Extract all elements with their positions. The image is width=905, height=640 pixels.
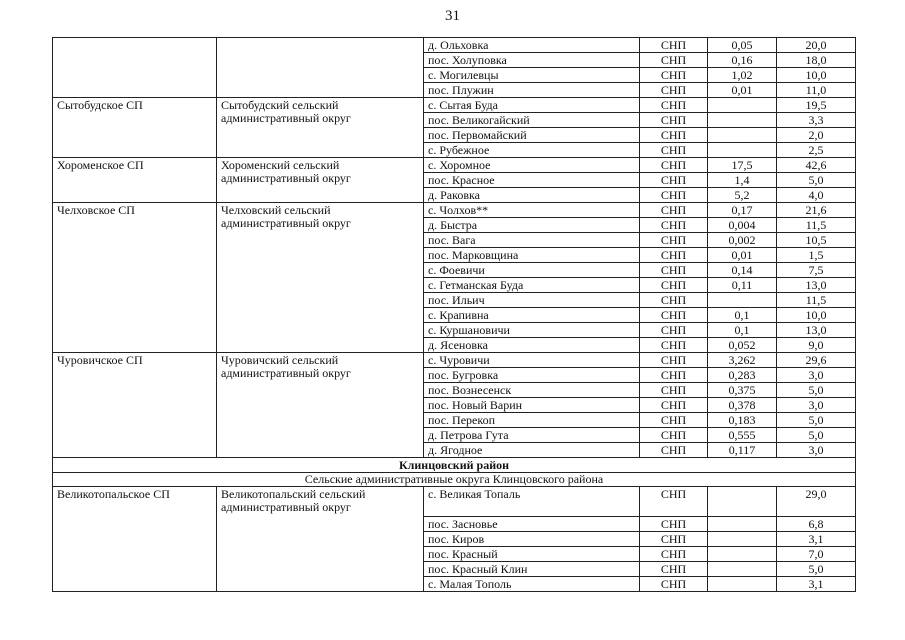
population-value-cell: 13,0: [777, 278, 856, 293]
settlement-type-cell: СНП: [640, 218, 708, 233]
settlement-type-cell: СНП: [640, 233, 708, 248]
settlement-name-cell: д. Ясеновка: [424, 338, 640, 353]
settlement-name-cell: д. Петрова Гута: [424, 428, 640, 443]
population-value-cell: 10,0: [777, 68, 856, 83]
settlement-type-cell: СНП: [640, 487, 708, 517]
area-value-cell: 5,2: [708, 188, 777, 203]
population-value-cell: 1,5: [777, 248, 856, 263]
okrug-name-cell: Челховский сельский административный округ: [217, 203, 424, 353]
settlement-name-cell: пос. Красный: [424, 547, 640, 562]
table-row: [53, 487, 856, 517]
population-value-cell: 3,0: [777, 443, 856, 458]
area-value-cell: 0,183: [708, 413, 777, 428]
area-value-cell: 1,02: [708, 68, 777, 83]
settlements-table: [52, 37, 856, 592]
population-value-cell: 29,6: [777, 353, 856, 368]
settlement-name-cell: пос. Вознесенск: [424, 383, 640, 398]
settlement-name-cell: с. Гетманская Буда: [424, 278, 640, 293]
settlement-type-cell: СНП: [640, 413, 708, 428]
area-value-cell: 0,375: [708, 383, 777, 398]
settlement-type-cell: СНП: [640, 278, 708, 293]
settlement-name-cell: пос. Великогайский: [424, 113, 640, 128]
population-value-cell: 21,6: [777, 203, 856, 218]
settlement-type-cell: СНП: [640, 173, 708, 188]
settlement-name-cell: с. Куршановичи: [424, 323, 640, 338]
sp-name-cell: [53, 38, 217, 98]
settlement-name-cell: д. Быстра: [424, 218, 640, 233]
population-value-cell: 10,0: [777, 308, 856, 323]
population-value-cell: 5,0: [777, 413, 856, 428]
population-value-cell: 2,0: [777, 128, 856, 143]
settlement-name-cell: с. Чолхов**: [424, 203, 640, 218]
area-value-cell: 0,378: [708, 398, 777, 413]
settlement-type-cell: СНП: [640, 158, 708, 173]
population-value-cell: 7,5: [777, 263, 856, 278]
table-row: [53, 353, 856, 368]
settlement-type-cell: СНП: [640, 338, 708, 353]
settlement-name-cell: д. Ольховка: [424, 38, 640, 53]
area-value-cell: 0,052: [708, 338, 777, 353]
population-value-cell: 3,1: [777, 532, 856, 547]
population-value-cell: 5,0: [777, 562, 856, 577]
settlement-type-cell: СНП: [640, 368, 708, 383]
population-value-cell: 5,0: [777, 383, 856, 398]
area-value-cell: [708, 113, 777, 128]
settlement-type-cell: СНП: [640, 383, 708, 398]
area-value-cell: 0,002: [708, 233, 777, 248]
settlement-name-cell: пос. Красное: [424, 173, 640, 188]
settlement-type-cell: СНП: [640, 577, 708, 592]
settlement-type-cell: СНП: [640, 203, 708, 218]
area-value-cell: 0,555: [708, 428, 777, 443]
area-value-cell: 0,11: [708, 278, 777, 293]
settlement-type-cell: СНП: [640, 532, 708, 547]
settlement-type-cell: СНП: [640, 323, 708, 338]
area-value-cell: 0,1: [708, 308, 777, 323]
settlement-type-cell: СНП: [640, 143, 708, 158]
okrug-name-cell: Великотопальский сельский административный округ: [217, 487, 424, 592]
area-value-cell: [708, 143, 777, 158]
settlement-type-cell: СНП: [640, 517, 708, 532]
area-value-cell: [708, 487, 777, 517]
settlement-name-cell: пос. Новый Варин: [424, 398, 640, 413]
settlement-type-cell: СНП: [640, 188, 708, 203]
area-value-cell: 0,17: [708, 203, 777, 218]
settlement-name-cell: с. Могилевцы: [424, 68, 640, 83]
sp-name-cell: Великотопальское СП: [53, 487, 217, 592]
area-value-cell: [708, 517, 777, 532]
sp-name-cell: Чуровичское СП: [53, 353, 217, 458]
area-value-cell: [708, 128, 777, 143]
settlement-type-cell: СНП: [640, 428, 708, 443]
population-value-cell: 42,6: [777, 158, 856, 173]
settlement-type-cell: СНП: [640, 443, 708, 458]
settlement-type-cell: СНП: [640, 128, 708, 143]
population-value-cell: 18,0: [777, 53, 856, 68]
population-value-cell: 3,0: [777, 398, 856, 413]
population-value-cell: 11,5: [777, 293, 856, 308]
settlement-type-cell: СНП: [640, 263, 708, 278]
settlement-name-cell: с. Сытая Буда: [424, 98, 640, 113]
settlement-name-cell: с. Рубежное: [424, 143, 640, 158]
population-value-cell: 5,0: [777, 173, 856, 188]
okrug-name-cell: Сытобудский сельский административный округ: [217, 98, 424, 158]
population-value-cell: 6,8: [777, 517, 856, 532]
settlement-type-cell: СНП: [640, 113, 708, 128]
okrug-name-cell: [217, 38, 424, 98]
area-value-cell: [708, 98, 777, 113]
table-row: [53, 158, 856, 173]
settlement-name-cell: с. Малая Тополь: [424, 577, 640, 592]
settlement-type-cell: СНП: [640, 398, 708, 413]
settlement-name-cell: пос. Ильич: [424, 293, 640, 308]
settlement-type-cell: СНП: [640, 68, 708, 83]
table-row: [53, 38, 856, 53]
settlement-name-cell: с. Крапивна: [424, 308, 640, 323]
settlement-type-cell: СНП: [640, 98, 708, 113]
settlement-name-cell: с. Хоромное: [424, 158, 640, 173]
population-value-cell: 4,0: [777, 188, 856, 203]
population-value-cell: 10,5: [777, 233, 856, 248]
settlement-name-cell: пос. Марковщина: [424, 248, 640, 263]
table-row: [53, 98, 856, 113]
area-value-cell: 0,14: [708, 263, 777, 278]
okrug-name-cell: Чуровичский сельский административный округ: [217, 353, 424, 458]
area-value-cell: 0,004: [708, 218, 777, 233]
table-row: [53, 203, 856, 218]
population-value-cell: 11,0: [777, 83, 856, 98]
settlement-name-cell: пос. Красный Клин: [424, 562, 640, 577]
settlement-name-cell: пос. Бугровка: [424, 368, 640, 383]
population-value-cell: 9,0: [777, 338, 856, 353]
settlement-name-cell: д. Ягодное: [424, 443, 640, 458]
page-number: 31: [445, 8, 460, 24]
district-heading-row: [53, 458, 856, 473]
population-value-cell: 19,5: [777, 98, 856, 113]
settlement-name-cell: пос. Холуповка: [424, 53, 640, 68]
population-value-cell: 13,0: [777, 323, 856, 338]
okrug-subheading: Сельские административные округа Клинцовского района: [53, 473, 856, 487]
area-value-cell: 1,4: [708, 173, 777, 188]
settlement-type-cell: СНП: [640, 38, 708, 53]
area-value-cell: 0,01: [708, 83, 777, 98]
population-value-cell: 29,0: [777, 487, 856, 517]
settlement-name-cell: пос. Киров: [424, 532, 640, 547]
settlement-name-cell: с. Великая Топаль: [424, 487, 640, 517]
settlement-type-cell: СНП: [640, 547, 708, 562]
sp-name-cell: Челховское СП: [53, 203, 217, 353]
area-value-cell: [708, 547, 777, 562]
area-value-cell: 0,16: [708, 53, 777, 68]
population-value-cell: 5,0: [777, 428, 856, 443]
settlement-name-cell: пос. Перекоп: [424, 413, 640, 428]
area-value-cell: 17,5: [708, 158, 777, 173]
population-value-cell: 2,5: [777, 143, 856, 158]
settlement-type-cell: СНП: [640, 353, 708, 368]
settlement-type-cell: СНП: [640, 308, 708, 323]
settlement-type-cell: СНП: [640, 53, 708, 68]
area-value-cell: [708, 293, 777, 308]
population-value-cell: 20,0: [777, 38, 856, 53]
population-value-cell: 3,1: [777, 577, 856, 592]
area-value-cell: [708, 532, 777, 547]
area-value-cell: 0,01: [708, 248, 777, 263]
area-value-cell: 0,05: [708, 38, 777, 53]
settlement-name-cell: пос. Первомайский: [424, 128, 640, 143]
settlement-name-cell: д. Раковка: [424, 188, 640, 203]
settlement-type-cell: СНП: [640, 83, 708, 98]
sp-name-cell: Сытобудское СП: [53, 98, 217, 158]
area-value-cell: 0,1: [708, 323, 777, 338]
settlement-type-cell: СНП: [640, 293, 708, 308]
population-value-cell: 3,0: [777, 368, 856, 383]
settlement-name-cell: с. Чуровичи: [424, 353, 640, 368]
population-value-cell: 11,5: [777, 218, 856, 233]
settlement-type-cell: СНП: [640, 562, 708, 577]
settlement-name-cell: пос. Засновье: [424, 517, 640, 532]
okrug-name-cell: Хороменский сельский административный округ: [217, 158, 424, 203]
area-value-cell: [708, 562, 777, 577]
population-value-cell: 7,0: [777, 547, 856, 562]
area-value-cell: 3,262: [708, 353, 777, 368]
population-value-cell: 3,3: [777, 113, 856, 128]
district-heading: Клинцовский район: [53, 458, 856, 473]
area-value-cell: 0,283: [708, 368, 777, 383]
subheading-row: [53, 473, 856, 487]
area-value-cell: 0,117: [708, 443, 777, 458]
settlement-type-cell: СНП: [640, 248, 708, 263]
settlement-name-cell: пос. Плужин: [424, 83, 640, 98]
sp-name-cell: Хороменское СП: [53, 158, 217, 203]
settlement-name-cell: с. Фоевичи: [424, 263, 640, 278]
settlement-name-cell: пос. Вага: [424, 233, 640, 248]
area-value-cell: [708, 577, 777, 592]
